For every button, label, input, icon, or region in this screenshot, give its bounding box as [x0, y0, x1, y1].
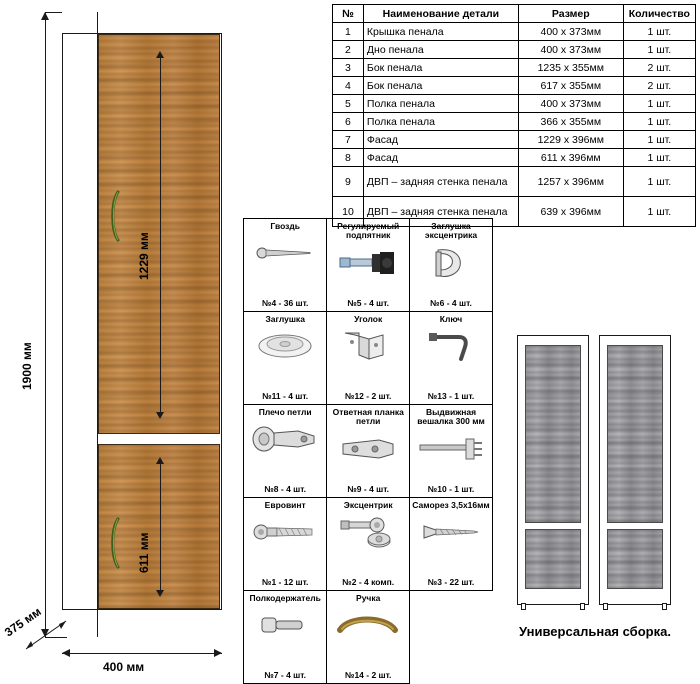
handle-icon — [327, 603, 409, 647]
cell-num: 2 — [333, 41, 364, 59]
cell-num: 10 — [333, 197, 364, 227]
grey-door-upper-right — [607, 345, 663, 523]
handle-icon-lower — [109, 517, 119, 563]
hardware-item-pull-out-hanger — [410, 405, 493, 498]
hardware-code: №8 - 4 шт. — [264, 484, 307, 494]
table-row — [333, 131, 696, 149]
cell-size: 400 x 373мм — [518, 41, 623, 59]
hardware-item-adjustable-foot — [327, 219, 410, 312]
cell-size: 617 x 355мм — [518, 77, 623, 95]
hardware-title: Плечо петли — [258, 407, 312, 417]
cell-num: 4 — [333, 77, 364, 95]
hardware-item-self-tapping-screw — [410, 498, 493, 591]
cabinet-universal-assembly-view — [495, 335, 695, 665]
cell-num: 5 — [333, 95, 364, 113]
table-row — [333, 167, 696, 197]
pull-out-hanger-icon — [410, 427, 492, 471]
euro-screw-icon — [244, 510, 326, 554]
hardware-code: №5 - 4 шт. — [347, 298, 390, 308]
cell-qty: 1 шт. — [623, 167, 695, 197]
cell-qty: 1 шт. — [623, 149, 695, 167]
cell-name: Дно пенала — [363, 41, 518, 59]
cell-num: 6 — [333, 113, 364, 131]
cell-size: 1257 x 396мм — [518, 167, 623, 197]
door-upper-label: 1229 мм — [137, 232, 151, 280]
hardware-title: Эксцентрик — [343, 500, 393, 510]
hardware-title: Полкодержатель — [249, 593, 321, 603]
door-lower-label: 611 мм — [137, 532, 151, 573]
hardware-code: №9 - 4 шт. — [347, 484, 390, 494]
cam-lock-icon — [327, 510, 409, 554]
hardware-title: Ключ — [439, 314, 463, 324]
corner-bracket-icon — [327, 324, 409, 368]
door-lower-dimension — [153, 457, 167, 597]
hardware-code: №1 - 12 шт. — [261, 577, 309, 587]
allen-key-icon — [410, 324, 492, 368]
door-upper — [98, 34, 220, 434]
hardware-title: Заглушка — [265, 314, 305, 324]
hardware-empty-cell — [410, 591, 493, 684]
hardware-code: №3 - 22 шт. — [427, 577, 475, 587]
table-row — [333, 59, 696, 77]
cell-size: 639 x 396мм — [518, 197, 623, 227]
nail-icon — [244, 231, 326, 275]
table-row — [333, 41, 696, 59]
col-num: № — [333, 5, 364, 23]
hinge-arm-icon — [244, 417, 326, 461]
height-label: 1900 мм — [20, 342, 34, 390]
cell-name: Крышка пенала — [363, 23, 518, 41]
adjustable-foot-icon — [327, 241, 409, 285]
cell-name: Полка пенала — [363, 113, 518, 131]
cell-name: ДВП – задняя стенка пенала — [363, 167, 518, 197]
cabinet-side-panel — [62, 12, 98, 637]
cell-size: 400 x 373мм — [518, 23, 623, 41]
door-upper-dimension — [153, 51, 167, 419]
cell-size: 611 x 396мм — [518, 149, 623, 167]
col-qty: Количество — [623, 5, 695, 23]
table-row — [333, 95, 696, 113]
cell-size: 366 x 355мм — [518, 113, 623, 131]
hardware-code: №6 - 4 шт. — [430, 298, 472, 308]
hardware-item-hinge-plate — [327, 405, 410, 498]
hardware-code: №12 - 2 шт. — [344, 391, 392, 401]
parts-table-header-row — [333, 5, 696, 23]
foot-right-2 — [662, 603, 667, 610]
handle-icon — [109, 190, 119, 236]
cell-qty: 1 шт. — [623, 95, 695, 113]
hardware-title: Ответная планка петли — [332, 407, 404, 427]
cell-size: 400 x 373мм — [518, 95, 623, 113]
hardware-item-handle — [327, 591, 410, 684]
hardware-item-cam-cap — [410, 219, 493, 312]
table-row — [333, 77, 696, 95]
col-size: Размер — [518, 5, 623, 23]
hardware-code: №2 - 4 комп. — [342, 577, 395, 587]
parts-table — [332, 4, 696, 227]
hardware-code: №13 - 1 шт. — [427, 391, 475, 401]
hardware-item-allen-key — [410, 312, 493, 405]
cell-num: 7 — [333, 131, 364, 149]
cell-qty: 1 шт. — [623, 23, 695, 41]
hardware-item-nail — [244, 219, 327, 312]
cell-name: Бок пенала — [363, 77, 518, 95]
depth-label: 375 мм — [2, 604, 44, 640]
hardware-title: Уголок — [354, 314, 383, 324]
universal-assembly-caption: Универсальная сборка. — [519, 624, 671, 639]
cell-size: 1229 x 396мм — [518, 131, 623, 149]
cell-size: 1235 x 355мм — [518, 59, 623, 77]
foot-right-1 — [603, 603, 608, 610]
cell-name: Бок пенала — [363, 59, 518, 77]
cam-cap-icon — [410, 241, 492, 285]
cell-num: 8 — [333, 149, 364, 167]
door-lower — [98, 444, 220, 609]
hardware-title: Заглушка эксцентрика — [424, 221, 478, 241]
cell-qty: 1 шт. — [623, 41, 695, 59]
cell-qty: 1 шт. — [623, 197, 695, 227]
cabinet-body — [62, 12, 222, 637]
hinge-plate-icon — [327, 427, 409, 471]
hardware-item-cam-lock — [327, 498, 410, 591]
table-row — [333, 149, 696, 167]
grey-door-lower-right — [607, 529, 663, 589]
hardware-code: №10 - 1 шт. — [427, 484, 475, 494]
hardware-item-hinge-arm — [244, 405, 327, 498]
height-dimension — [38, 12, 52, 637]
cell-num: 9 — [333, 167, 364, 197]
width-label: 400 мм — [103, 660, 145, 674]
hardware-item-euro-screw — [244, 498, 327, 591]
col-name: Наименование детали — [363, 5, 518, 23]
hardware-code: №4 - 36 шт. — [261, 298, 309, 308]
hardware-title: Гвоздь — [270, 221, 301, 231]
grey-door-upper-left — [525, 345, 581, 523]
cell-qty: 1 шт. — [623, 131, 695, 149]
cell-name: ДВП – задняя стенка пенала — [363, 197, 518, 227]
hardware-code: №14 - 2 шт. — [344, 670, 392, 680]
hardware-title: Евровинт — [264, 500, 306, 510]
hardware-item-shelf-support — [244, 591, 327, 684]
grey-door-lower-left — [525, 529, 581, 589]
cell-qty: 2 шт. — [623, 77, 695, 95]
hardware-code: №7 - 4 шт. — [264, 670, 307, 680]
hardware-title: Ручка — [356, 593, 381, 603]
table-row — [333, 113, 696, 131]
self-tapping-screw-icon — [410, 510, 492, 554]
hardware-title: Саморез 3,5х16мм — [412, 500, 490, 510]
foot-left-1 — [521, 603, 526, 610]
cell-num: 3 — [333, 59, 364, 77]
cell-name: Полка пенала — [363, 95, 518, 113]
hardware-item-cap — [244, 312, 327, 405]
hardware-list — [243, 218, 490, 684]
cell-name: Фасад — [363, 131, 518, 149]
hardware-item-corner-bracket — [327, 312, 410, 405]
table-row — [333, 23, 696, 41]
cap-icon — [244, 324, 326, 368]
cell-num: 1 — [333, 23, 364, 41]
hardware-code: №11 - 4 шт. — [262, 391, 309, 401]
cell-qty: 2 шт. — [623, 59, 695, 77]
hardware-title: Выдвижная вешалка 300 мм — [417, 407, 485, 427]
hardware-title: Регулируемый подпятник — [337, 221, 400, 241]
cell-qty: 1 шт. — [623, 113, 695, 131]
cell-name: Фасад — [363, 149, 518, 167]
cabinet-front-view — [0, 0, 250, 683]
foot-left-2 — [580, 603, 585, 610]
shelf-support-icon — [244, 603, 326, 647]
width-dimension — [62, 646, 222, 660]
